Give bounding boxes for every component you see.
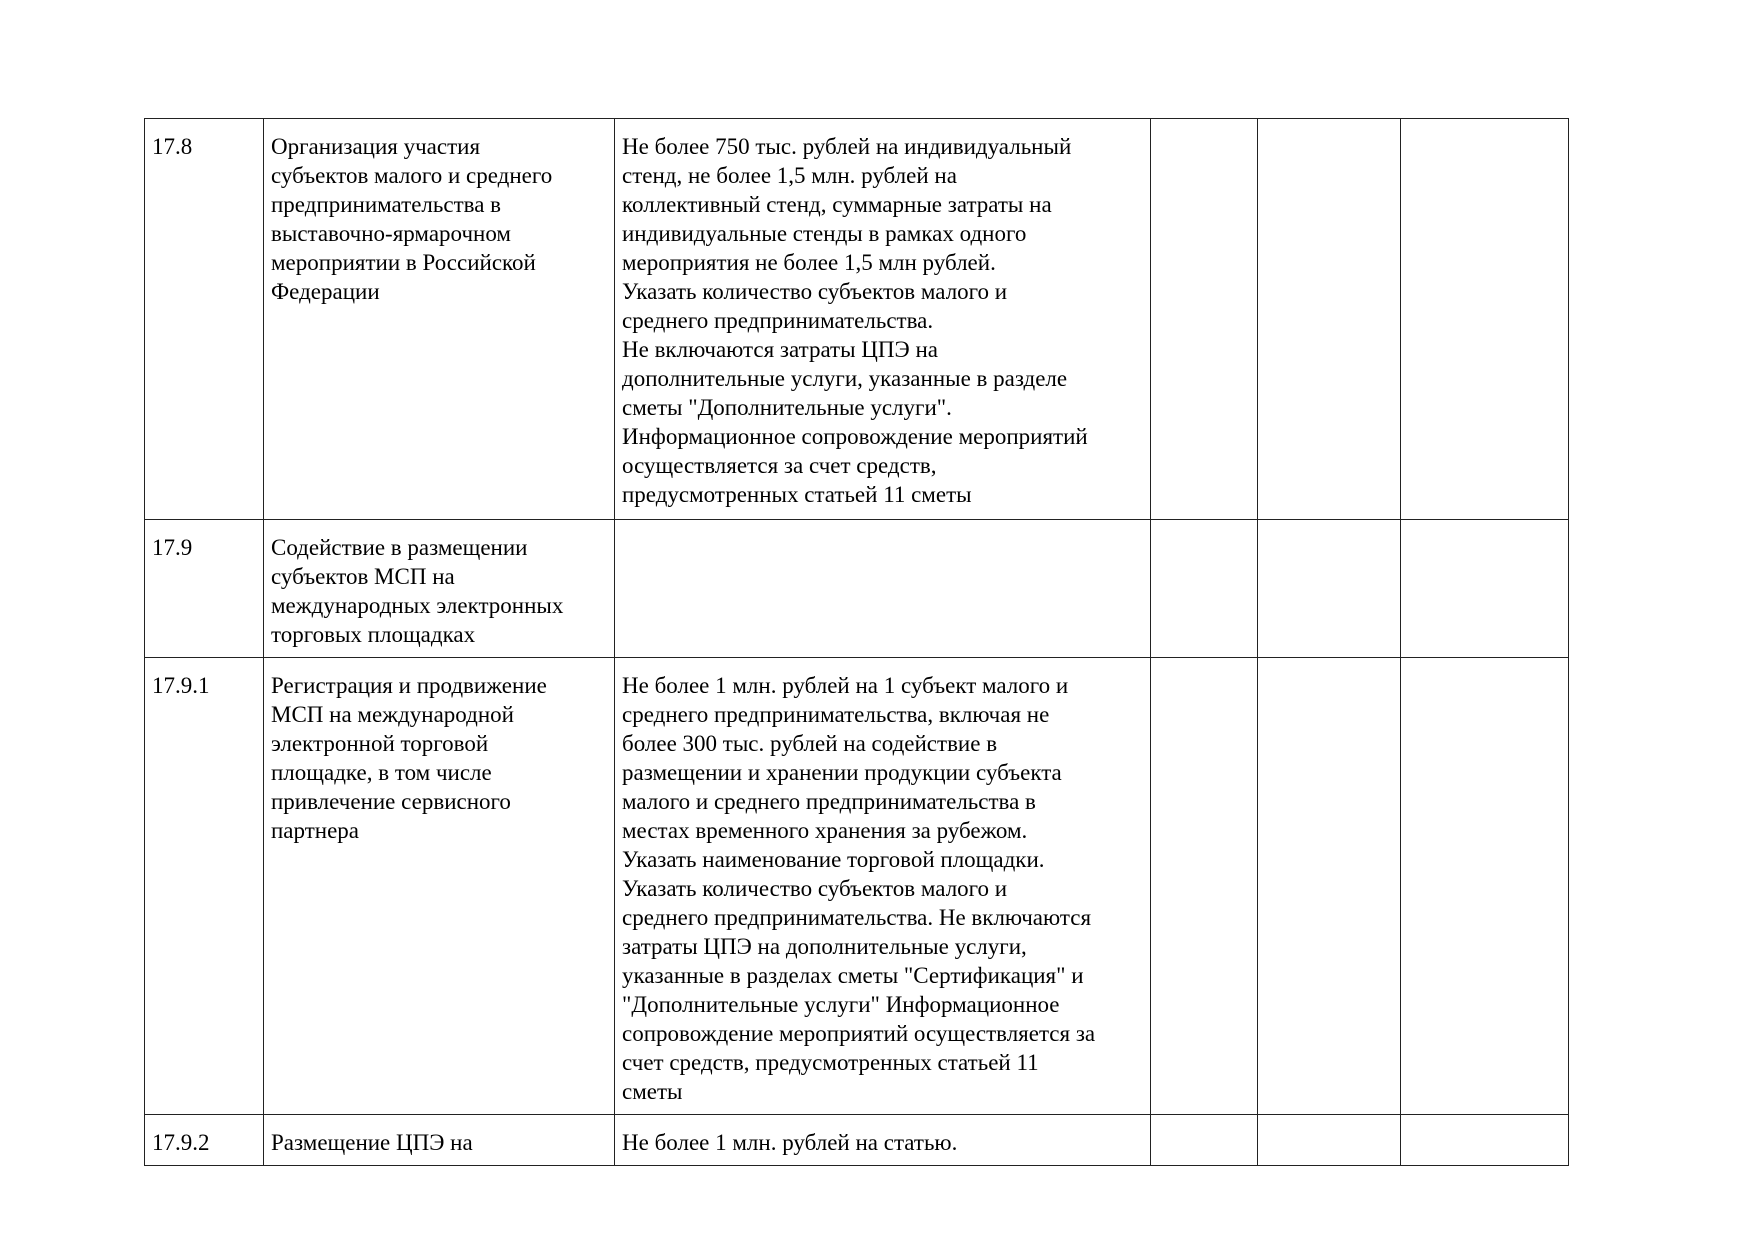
item-name-line: субъектов малого и среднего bbox=[271, 163, 553, 188]
estimate-table bbox=[144, 118, 1569, 1166]
empty-cell bbox=[1401, 520, 1569, 658]
item-conditions-cell bbox=[615, 119, 1151, 520]
item-name-cell bbox=[264, 658, 615, 1115]
conditions-line: среднего предпринимательства. bbox=[622, 308, 934, 333]
empty-cell bbox=[1401, 1115, 1569, 1166]
empty-cell bbox=[1151, 658, 1258, 1115]
item-name-cell bbox=[264, 520, 615, 658]
item-number: 17.9.1 bbox=[152, 673, 210, 698]
item-conditions-cell bbox=[615, 520, 1151, 658]
empty-cell bbox=[1258, 119, 1401, 520]
empty-cell bbox=[1151, 119, 1258, 520]
conditions-line: более 300 тыс. рублей на содействие в bbox=[622, 731, 998, 756]
item-name-line: субъектов МСП на bbox=[271, 564, 455, 589]
item-name-line: привлечение сервисного bbox=[271, 789, 511, 814]
item-name-line: Организация участия bbox=[271, 134, 481, 159]
empty-cell bbox=[1401, 119, 1569, 520]
item-name-line: торговых площадках bbox=[271, 622, 476, 647]
conditions-line: дополнительные услуги, указанные в разделе bbox=[622, 366, 1068, 391]
item-conditions-cell bbox=[615, 658, 1151, 1115]
conditions-line: Не более 1 млн. рублей на 1 субъект малого и bbox=[622, 673, 1069, 698]
conditions-line: Указать наименование торговой площадки. bbox=[622, 847, 1045, 872]
item-name-line: Размещение ЦПЭ на bbox=[271, 1130, 473, 1155]
item-number: 17.9.2 bbox=[152, 1130, 210, 1155]
item-number: 17.9 bbox=[152, 535, 193, 560]
conditions-line: Указать количество субъектов малого и bbox=[622, 876, 1008, 901]
item-name-line: партнера bbox=[271, 818, 359, 843]
empty-cell bbox=[1401, 658, 1569, 1115]
item-name-cell bbox=[264, 1115, 615, 1166]
conditions-line: предусмотренных статьей 11 сметы bbox=[622, 482, 972, 507]
item-name-line: международных электронных bbox=[271, 593, 564, 618]
item-name-line: Федерации bbox=[271, 279, 380, 304]
conditions-line: сметы "Дополнительные услуги". bbox=[622, 395, 952, 420]
item-number: 17.8 bbox=[152, 134, 193, 159]
empty-cell bbox=[1258, 1115, 1401, 1166]
conditions-line: Информационное сопровождение мероприятий bbox=[622, 424, 1088, 449]
conditions-line: индивидуальные стенды в рамках одного bbox=[622, 221, 1027, 246]
empty-cell bbox=[1151, 1115, 1258, 1166]
table-row bbox=[145, 1115, 1569, 1166]
conditions-line: местах временного хранения за рубежом. bbox=[622, 818, 1028, 843]
item-name-line: предпринимательства в bbox=[271, 192, 502, 217]
item-name-line: Содействие в размещении bbox=[271, 535, 528, 560]
conditions-line: Не более 750 тыс. рублей на индивидуальный bbox=[622, 134, 1072, 159]
item-name-line: Регистрация и продвижение bbox=[271, 673, 547, 698]
item-number-cell bbox=[145, 520, 264, 658]
conditions-line: сопровождение мероприятий осуществляется за bbox=[622, 1021, 1096, 1046]
item-name-line: площадке, в том числе bbox=[271, 760, 492, 785]
conditions-line: указанные в разделах сметы "Сертификация" и bbox=[622, 963, 1084, 988]
conditions-line: сметы bbox=[622, 1079, 683, 1104]
table-row bbox=[145, 119, 1569, 520]
item-name-line: выставочно-ярмарочном bbox=[271, 221, 511, 246]
item-conditions-cell bbox=[615, 1115, 1151, 1166]
conditions-line: среднего предпринимательства, включая не bbox=[622, 702, 1050, 727]
item-number-cell bbox=[145, 119, 264, 520]
empty-cell bbox=[1151, 520, 1258, 658]
table-row bbox=[145, 520, 1569, 658]
conditions-line: мероприятия не более 1,5 млн рублей. bbox=[622, 250, 996, 275]
item-name-line: электронной торговой bbox=[271, 731, 489, 756]
item-number-cell bbox=[145, 658, 264, 1115]
item-number-cell bbox=[145, 1115, 264, 1166]
conditions-line: "Дополнительные услуги" Информационное bbox=[622, 992, 1060, 1017]
conditions-line: затраты ЦПЭ на дополнительные услуги, bbox=[622, 934, 1027, 959]
item-name-cell bbox=[264, 119, 615, 520]
conditions-line: среднего предпринимательства. Не включаются bbox=[622, 905, 1092, 930]
conditions-line: счет средств, предусмотренных статьей 11 bbox=[622, 1050, 1039, 1075]
conditions-line: Не включаются затраты ЦПЭ на bbox=[622, 337, 938, 362]
empty-cell bbox=[1258, 520, 1401, 658]
item-name-line: МСП на международной bbox=[271, 702, 514, 727]
conditions-line: Не более 1 млн. рублей на статью. bbox=[622, 1130, 958, 1155]
conditions-line: малого и среднего предпринимательства в bbox=[622, 789, 1036, 814]
conditions-line: осуществляется за счет средств, bbox=[622, 453, 937, 478]
item-name-line: мероприятии в Российской bbox=[271, 250, 536, 275]
empty-cell bbox=[1258, 658, 1401, 1115]
conditions-line: коллективный стенд, суммарные затраты на bbox=[622, 192, 1052, 217]
table-row bbox=[145, 658, 1569, 1115]
conditions-line: размещении и хранении продукции субъекта bbox=[622, 760, 1062, 785]
conditions-line: Указать количество субъектов малого и bbox=[622, 279, 1008, 304]
conditions-line: стенд, не более 1,5 млн. рублей на bbox=[622, 163, 957, 188]
